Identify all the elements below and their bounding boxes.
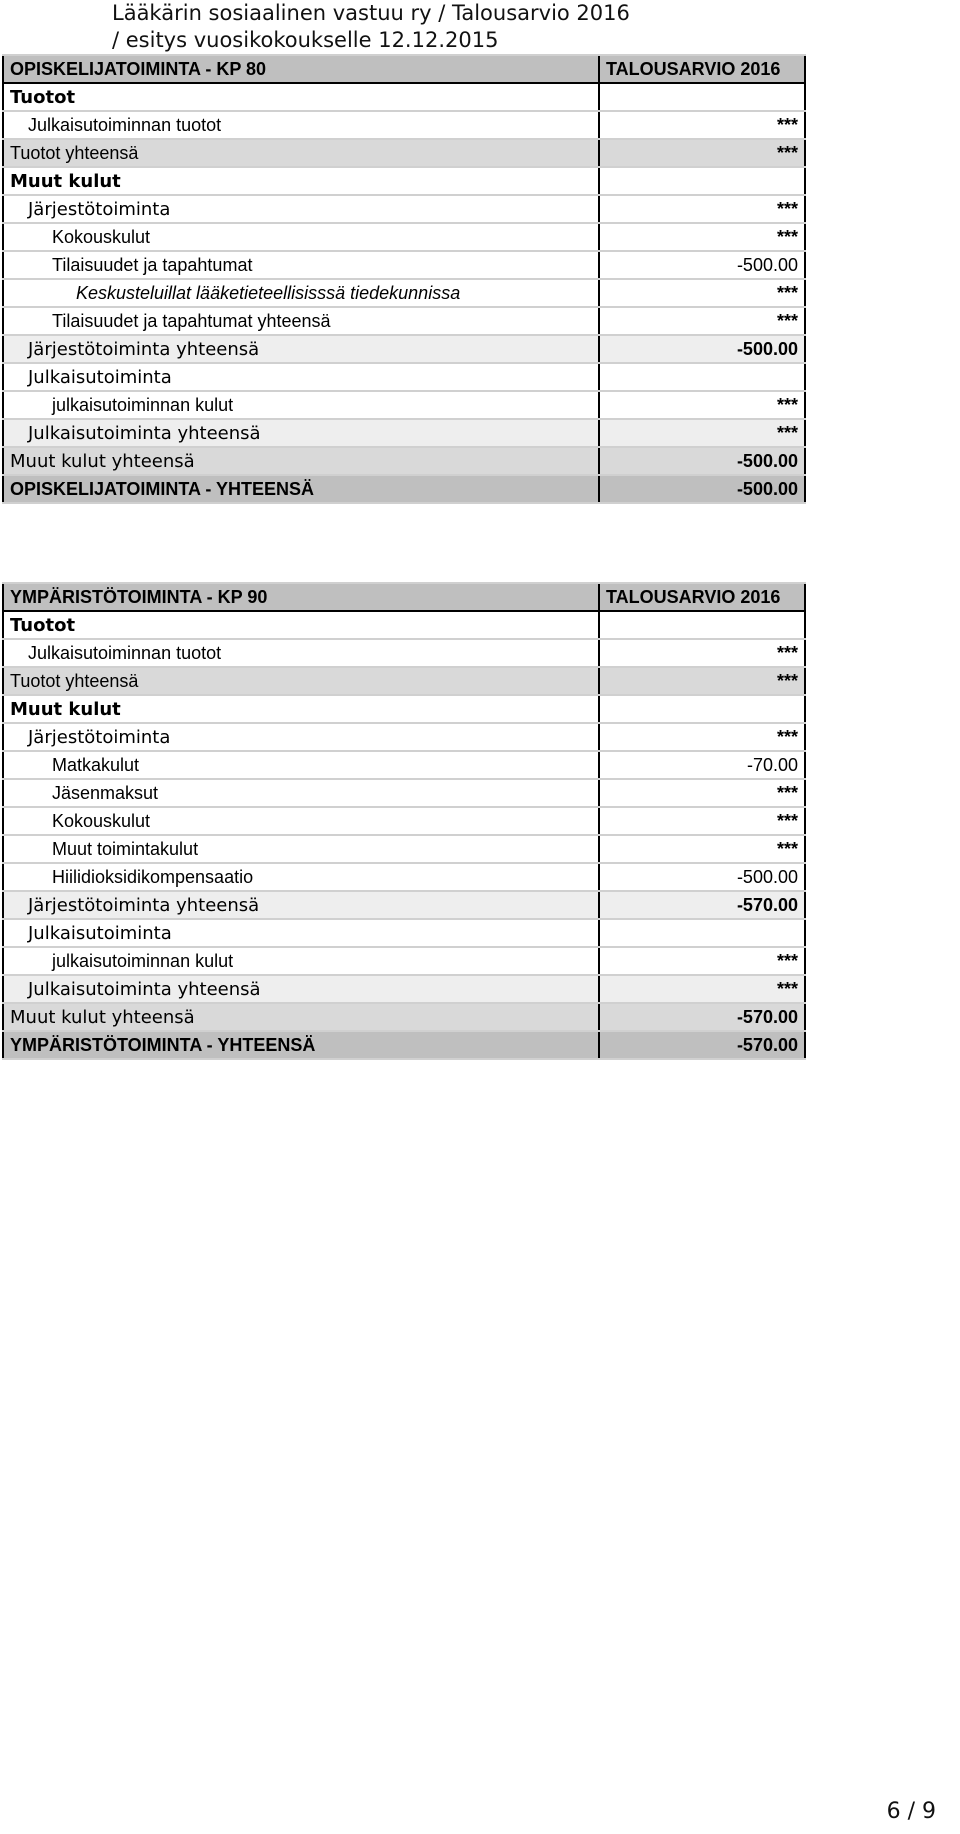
row-label: Julkaisutoiminta: [3, 919, 599, 947]
row-label: Järjestötoiminta yhteensä: [3, 335, 599, 363]
table-row: [3, 195, 805, 223]
row-label: Tuotot yhteensä: [3, 139, 599, 167]
table-row: [3, 223, 805, 251]
header-title: Lääkärin sosiaalinen vastuu ry / Talousarvio 2016: [112, 1, 630, 25]
row-value: ***: [599, 667, 805, 695]
row-label: julkaisutoiminnan kulut: [3, 391, 599, 419]
table-row: [3, 695, 805, 723]
row-value: -500.00: [599, 335, 805, 363]
table-row: [3, 863, 805, 891]
budget-table-ymparistotoiminta: [2, 582, 806, 1060]
row-label: Tilaisuudet ja tapahtumat: [3, 251, 599, 279]
row-label: Muut toimintakulut: [3, 835, 599, 863]
table-row: [3, 419, 805, 447]
table-row: [3, 335, 805, 363]
row-label: Julkaisutoiminnan tuotot: [3, 639, 599, 667]
row-value: -570.00: [599, 1003, 805, 1031]
row-label: Muut kulut: [3, 695, 599, 723]
row-value: [599, 919, 805, 947]
column-header: TALOUSARVIO 2016: [599, 583, 805, 611]
row-label: Järjestötoiminta: [3, 195, 599, 223]
row-value: [599, 695, 805, 723]
row-value: ***: [599, 195, 805, 223]
table-row: [3, 723, 805, 751]
row-value: ***: [599, 307, 805, 335]
table-row: [3, 975, 805, 1003]
row-value: ***: [599, 391, 805, 419]
row-value: [599, 363, 805, 391]
table-row: [3, 611, 805, 639]
row-value: -570.00: [599, 1031, 805, 1059]
table-row: [3, 807, 805, 835]
row-label: YMPÄRISTÖTOIMINTA - YHTEENSÄ: [3, 1031, 599, 1059]
row-label: Järjestötoiminta yhteensä: [3, 891, 599, 919]
row-value: ***: [599, 279, 805, 307]
table-row: [3, 363, 805, 391]
row-label: Tilaisuudet ja tapahtumat yhteensä: [3, 307, 599, 335]
row-label: Hiilidioksidikompensaatio: [3, 863, 599, 891]
table-row: [3, 1003, 805, 1031]
table-row: [3, 751, 805, 779]
row-label: Järjestötoiminta: [3, 723, 599, 751]
row-value: -500.00: [599, 475, 805, 503]
row-value: [599, 83, 805, 111]
row-label: Muut kulut yhteensä: [3, 447, 599, 475]
budget-table-opiskelijatoiminta: [2, 54, 806, 504]
table-row: [3, 391, 805, 419]
row-value: -500.00: [599, 863, 805, 891]
row-label: Tuotot: [3, 83, 599, 111]
table-total-row: [3, 1031, 805, 1059]
table-header-row: [3, 55, 805, 83]
row-label: Keskusteluillat lääketieteellisisssä tiedekunnissa: [3, 279, 599, 307]
table-row: [3, 639, 805, 667]
row-value: -500.00: [599, 251, 805, 279]
row-label: Tuotot yhteensä: [3, 667, 599, 695]
section-title: OPISKELIJATOIMINTA - KP 80: [3, 55, 599, 83]
row-value: ***: [599, 723, 805, 751]
row-label: Muut kulut: [3, 167, 599, 195]
row-value: ***: [599, 947, 805, 975]
table-row: [3, 447, 805, 475]
row-value: ***: [599, 419, 805, 447]
page-number: 6 / 9: [886, 1799, 936, 1824]
table-row: [3, 251, 805, 279]
row-value: ***: [599, 223, 805, 251]
row-value: ***: [599, 111, 805, 139]
table-row: [3, 919, 805, 947]
row-label: Tuotot: [3, 611, 599, 639]
table-row: [3, 83, 805, 111]
row-value: -70.00: [599, 751, 805, 779]
row-value: [599, 611, 805, 639]
table-row: [3, 167, 805, 195]
table-row: [3, 947, 805, 975]
row-label: Matkakulut: [3, 751, 599, 779]
table-row: [3, 279, 805, 307]
row-value: [599, 167, 805, 195]
row-label: Julkaisutoiminta yhteensä: [3, 419, 599, 447]
table-row: [3, 111, 805, 139]
row-label: Julkaisutoiminnan tuotot: [3, 111, 599, 139]
row-value: -500.00: [599, 447, 805, 475]
table-header-row: [3, 583, 805, 611]
row-label: Kokouskulut: [3, 223, 599, 251]
row-value: ***: [599, 639, 805, 667]
column-header: TALOUSARVIO 2016: [599, 55, 805, 83]
row-label: julkaisutoiminnan kulut: [3, 947, 599, 975]
table-row: [3, 667, 805, 695]
row-label: OPISKELIJATOIMINTA - YHTEENSÄ: [3, 475, 599, 503]
header-subtitle: / esitys vuosikokoukselle 12.12.2015: [112, 28, 499, 52]
row-value: ***: [599, 779, 805, 807]
row-label: Kokouskulut: [3, 807, 599, 835]
table-row: [3, 835, 805, 863]
row-label: Julkaisutoiminta yhteensä: [3, 975, 599, 1003]
row-label: Jäsenmaksut: [3, 779, 599, 807]
table-total-row: [3, 475, 805, 503]
row-value: ***: [599, 139, 805, 167]
row-label: Julkaisutoiminta: [3, 363, 599, 391]
row-value: ***: [599, 835, 805, 863]
table-row: [3, 139, 805, 167]
section-title: YMPÄRISTÖTOIMINTA - KP 90: [3, 583, 599, 611]
row-label: Muut kulut yhteensä: [3, 1003, 599, 1031]
table-row: [3, 779, 805, 807]
table-row: [3, 891, 805, 919]
row-value: ***: [599, 975, 805, 1003]
table-row: [3, 307, 805, 335]
document-header: [112, 0, 812, 54]
row-value: ***: [599, 807, 805, 835]
row-value: -570.00: [599, 891, 805, 919]
